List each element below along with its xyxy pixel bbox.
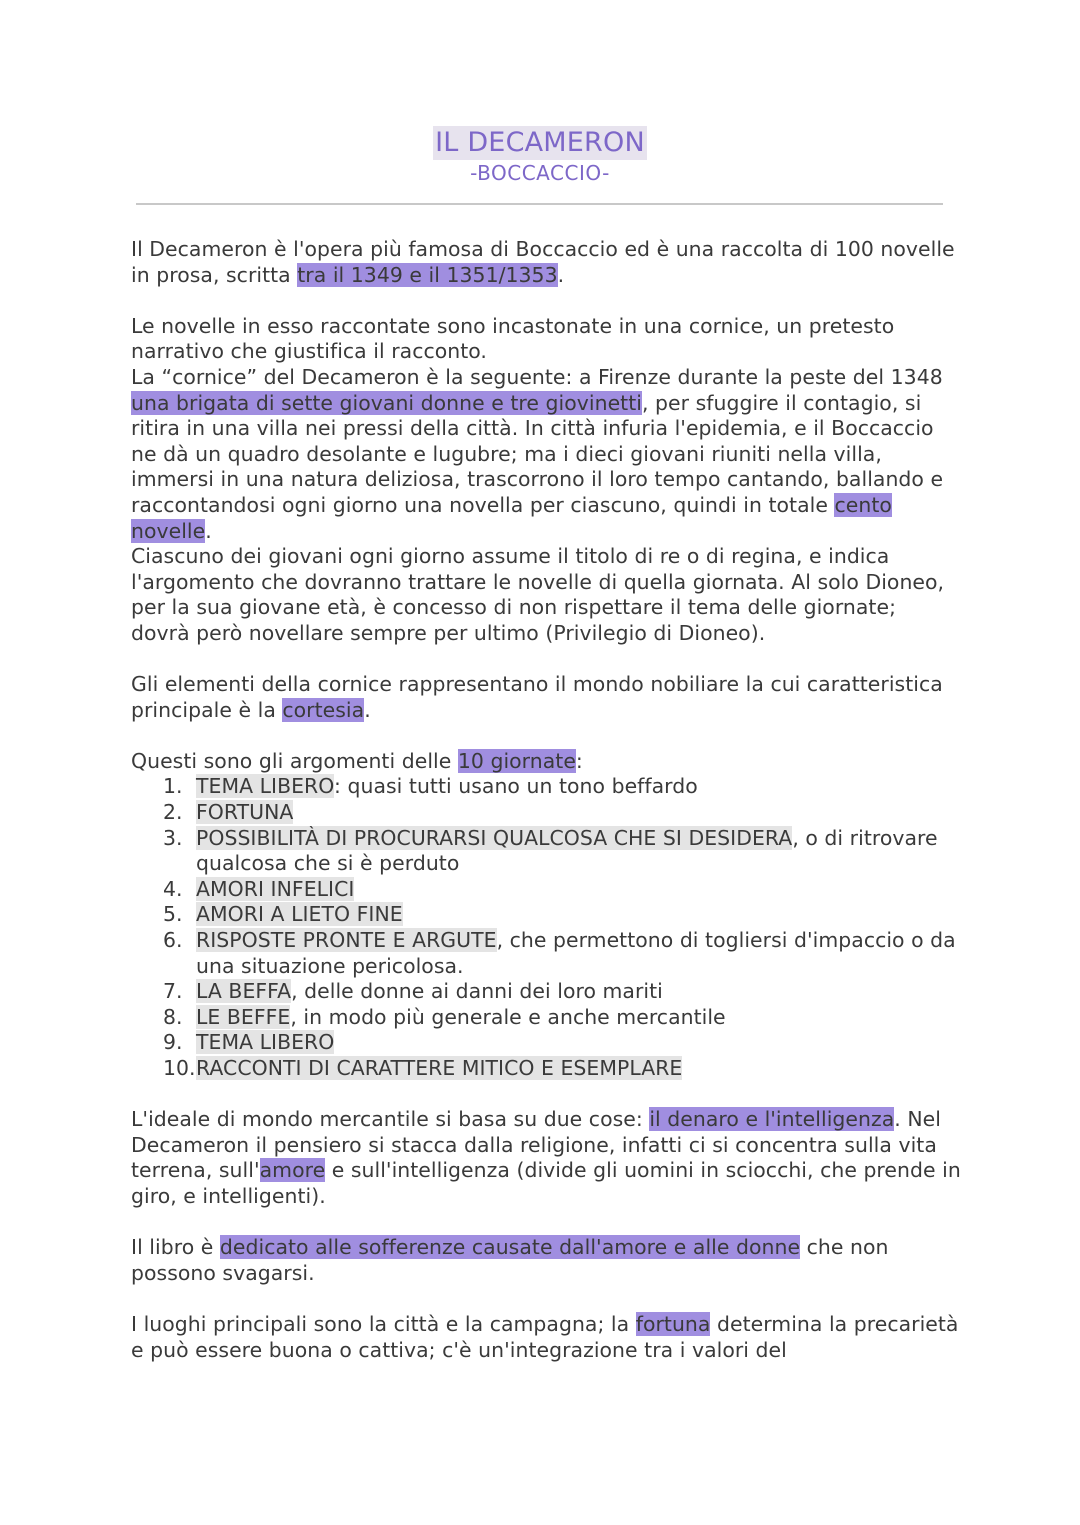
text: , delle donne ai danni dei loro mariti (291, 979, 663, 1004)
list-item (131, 877, 961, 903)
highlight: RISPOSTE PRONTE E ARGUTE (196, 928, 497, 953)
highlight: POSSIBILITÀ DI PROCURARSI QUALCOSA CHE SI DESIDERA (196, 825, 793, 850)
paragraph-dedica (131, 1235, 961, 1286)
list-number: 3. (163, 825, 183, 850)
highlight: cortesia (282, 697, 365, 722)
list-number: 10. (163, 1056, 196, 1080)
list-item (131, 1030, 961, 1056)
highlight: AMORI A LIETO FINE (196, 902, 403, 927)
list-item (131, 979, 961, 1005)
list-number: 2. (163, 800, 183, 825)
highlight: TEMA LIBERO (196, 1030, 335, 1055)
text: e sull'intelligenza (divide gli uomini in sciocchi, che prende in giro, e intelligenti). (131, 1158, 961, 1208)
text: , in modo più generale e anche mercantile (290, 1004, 726, 1029)
text: che non possono svagarsi. (131, 1235, 889, 1285)
highlight: cento novelle (131, 492, 892, 543)
paragraph-cornice-1: Le novelle in esso raccontate sono incastonate in una cornice, un pretesto narrativo che giustifica il racconto. (131, 313, 895, 364)
document-body (131, 237, 961, 1363)
text: determina la precarietà e può essere buona o cattiva; c'è un'integrazione tra i valori del (131, 1311, 959, 1362)
page-subtitle: -BOCCACCIO- (470, 161, 610, 185)
highlight: LA BEFFA (196, 979, 292, 1004)
highlight: AMORI INFELICI (196, 876, 355, 901)
paragraph-cortesia (131, 672, 961, 723)
list-number: 6. (163, 928, 183, 953)
text: Questi sono gli argomenti delle (131, 748, 458, 773)
highlight: LE BEFFE (196, 1004, 291, 1029)
list-item (131, 1005, 961, 1031)
giornate-list (131, 774, 961, 1081)
list-item (131, 826, 961, 877)
highlight: amore (259, 1158, 326, 1183)
list-number: 5. (163, 902, 183, 927)
highlight: fortuna (635, 1311, 711, 1336)
list-number: 4. (163, 876, 183, 901)
text: . Nel Decameron il pensiero si stacca dalla religione, infatti ci si concentra sulla vita terrena, sull' (131, 1107, 941, 1183)
title-block (0, 126, 1080, 186)
text: Gli elementi della cornice rappresentano il mondo nobiliare la cui caratteristica principale è la (131, 672, 943, 722)
paragraph-cornice-2 (131, 365, 961, 544)
list-number: 8. (163, 1004, 183, 1029)
divider-line (136, 203, 943, 205)
text: I luoghi principali sono la città e la campagna; la (131, 1311, 636, 1336)
text: , o di ritrovare qualcosa che si è perduto (196, 825, 938, 876)
paragraph-luoghi (131, 1312, 961, 1363)
highlight: FORTUNA (196, 800, 294, 825)
text: : (575, 748, 583, 773)
list-item (131, 774, 961, 800)
highlight: una brigata di sette giovani donne e tre giovinetti (131, 390, 642, 415)
list-number: 7. (163, 979, 183, 1004)
highlight: tra il 1349 e il 1351/1353 (297, 262, 558, 287)
highlight: 10 giornate (457, 748, 576, 773)
page-title: IL DECAMERON (435, 127, 645, 158)
text: . (557, 262, 565, 287)
highlight: TEMA LIBERO (196, 774, 335, 799)
highlight: dedicato alle sofferenze causate dall'amore e alle donne (219, 1235, 801, 1260)
list-number: 9. (163, 1030, 183, 1055)
text: . (205, 518, 212, 543)
text: L'ideale di mondo mercantile si basa su due cose: (131, 1107, 650, 1132)
paragraph-giornate-intro (131, 749, 961, 775)
text: , per sfuggire il contagio, si ritira in una villa nei pressi della città. In città infuria l'epidemia, e il Boccaccio ne dà un quadro desolante e lugubre; ma i dieci giovani riuniti nella villa, immersi in una natura deliziosa, trascorrono il loro tempo cantando, ballando e raccontandosi ogni giorno una novella per ciascuno, quindi in totale (131, 390, 944, 517)
highlight: il denaro e l'intelligenza (649, 1107, 895, 1132)
text: La “cornice” del Decameron è la seguente: a Firenze durante la peste del 1348 (131, 364, 943, 389)
list-item (131, 800, 961, 826)
paragraph-cornice-3: Ciascuno dei giovani ogni giorno assume il titolo di re o di regina, e indica l'argomento che dovranno trattare le novelle di quella giornata. Al solo Dioneo, per la sua giovane età, è concesso di non rispettare il tema delle giornate; dovrà però novellare sempre per ultimo (Privilegio di Dioneo). (131, 544, 945, 645)
highlight: RACCONTI DI CARATTERE MITICO E ESEMPLARE (196, 1056, 683, 1080)
list-number: 1. (163, 774, 183, 799)
text: Il libro è (131, 1235, 220, 1260)
text: . (364, 697, 371, 722)
text: Il Decameron è l'opera più famosa di Boccaccio ed è una raccolta di 100 novelle in prosa, scritta (131, 237, 955, 287)
list-item (131, 1056, 961, 1082)
paragraph-mercantile (131, 1107, 961, 1209)
list-item (131, 902, 961, 928)
text: : quasi tutti usano un tono beffardo (334, 774, 698, 799)
text: , che permettono di togliersi d'impaccio o da una situazione pericolosa. (196, 928, 956, 978)
list-item (131, 928, 961, 979)
paragraph-intro (131, 237, 961, 288)
